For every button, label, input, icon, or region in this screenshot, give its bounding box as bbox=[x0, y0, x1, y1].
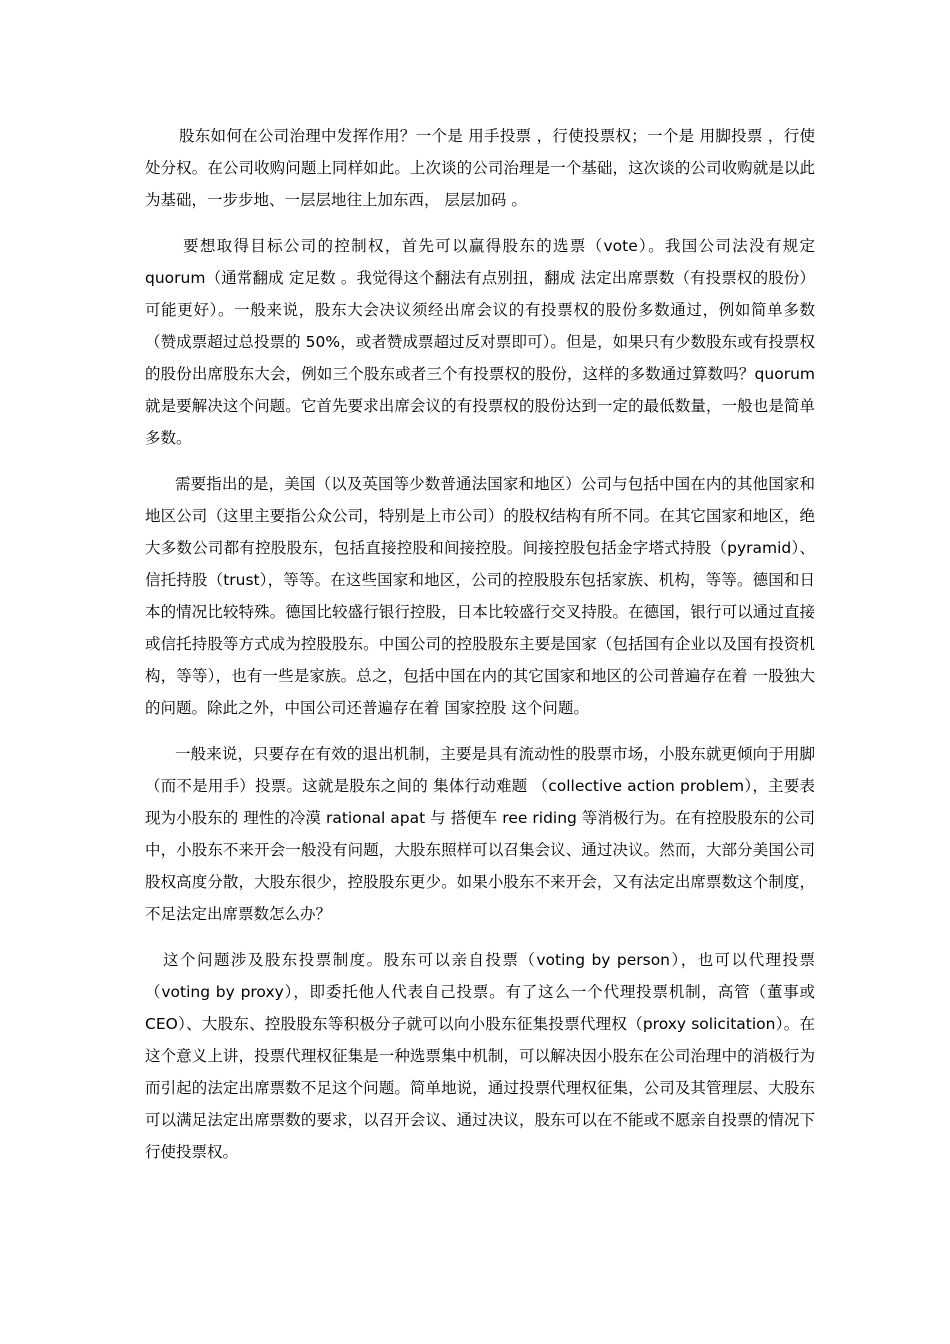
paragraph-ownership-structure: 需要指出的是，美国（以及英国等少数普通法国家和地区）公司与包括中国在内的其他国家和地区公司（这里主要指公众公司，特别是上市公司）的股权结构有所不同。在其它国家和地区，绝大多数公司都有控股股东，包括直接控股和间接控股。间接控股包括金字塔式持股（pyramid）、信托持股（trust），等等。在这些国家和地区，公司的控股股东包括家族、机构，等等。德国和日本的情况比较特殊。德国比较盛行银行控股，日本比较盛行交叉持股。在德国，银行可以通过直接或信托持股等方式成为控股股东。中国公司的控股股东主要是国家（包括国有企业以及国有投资机构，等等），也有一些是家族。总之，包括中国在内的其它国家和地区的公司普遍存在着 一股独大 的问题。除此之外，中国公司还普遍存在着 国家控股 这个问题。 bbox=[145, 475, 815, 717]
paragraph-shareholder-role: 股东如何在公司治理中发挥作用？一个是 用手投票 ，行使投票权；一个是 用脚投票 ，行使处分权。在公司收购问题上同样如此。上次谈的公司治理是一个基础，这次谈的公司收购就是以此为基础，一步步地、一层层地往上加东西， 层层加码 。 bbox=[145, 127, 815, 209]
paragraph-collective-action: 一般来说，只要存在有效的退出机制，主要是具有流动性的股票市场，小股东就更倾向于用脚（而不是用手）投票。这就是股东之间的 集体行动难题 （collective action problem），主要表现为小股东的 理性的冷漠 rational apat 与 搭便车 ree riding 等消极行为。在有控股股东的公司中，小股东不来开会一般没有问题，大股东照样可以召集会议、通过决议。然而，大部分美国公司股权高度分散，大股东很少，控股股东更少。如果小股东不来开会，又有法定出席票数这个制度，不足法定出席票数怎么办？ bbox=[145, 745, 815, 923]
document-body bbox=[145, 120, 815, 1168]
paragraph-quorum: 要想取得目标公司的控制权，首先可以赢得股东的选票（vote）。我国公司法没有规定 quorum（通常翻成 定足数 。我觉得这个翻法有点别扭，翻成 法定出席票数（有投票权的股份） 可能更好）。一般来说，股东大会决议须经出席会议的有投票权的股份多数通过，例如简单多数（赞成票超过总投票的 50%，或者赞成票超过反对票即可）。但是，如果只有少数股东或有投票权的股份出席股东大会，例如三个股东或者三个有投票权的股份，这样的多数通过算数吗？quorum 就是要解决这个问题。它首先要求出席会议的有投票权的股份达到一定的最低数量，一般也是简单多数。 bbox=[145, 237, 815, 447]
paragraph-proxy-voting: 这个问题涉及股东投票制度。股东可以亲自投票（voting by person），也可以代理投票（voting by proxy），即委托他人代表自己投票。有了这么一个代理投票机制，高管（董事或 CEO）、大股东、控股股东等积极分子就可以向小股东征集投票代理权（proxy solicitation）。在这个意义上讲，投票代理权征集是一种选票集中机制，可以解决因小股东在公司治理中的消极行为而引起的法定出席票数不足这个问题。简单地说，通过投票代理权征集，公司及其管理层、大股东可以满足法定出席票数的要求，以召开会议、通过决议，股东可以在不能或不愿亲自投票的情况下行使投票权。 bbox=[145, 951, 815, 1161]
